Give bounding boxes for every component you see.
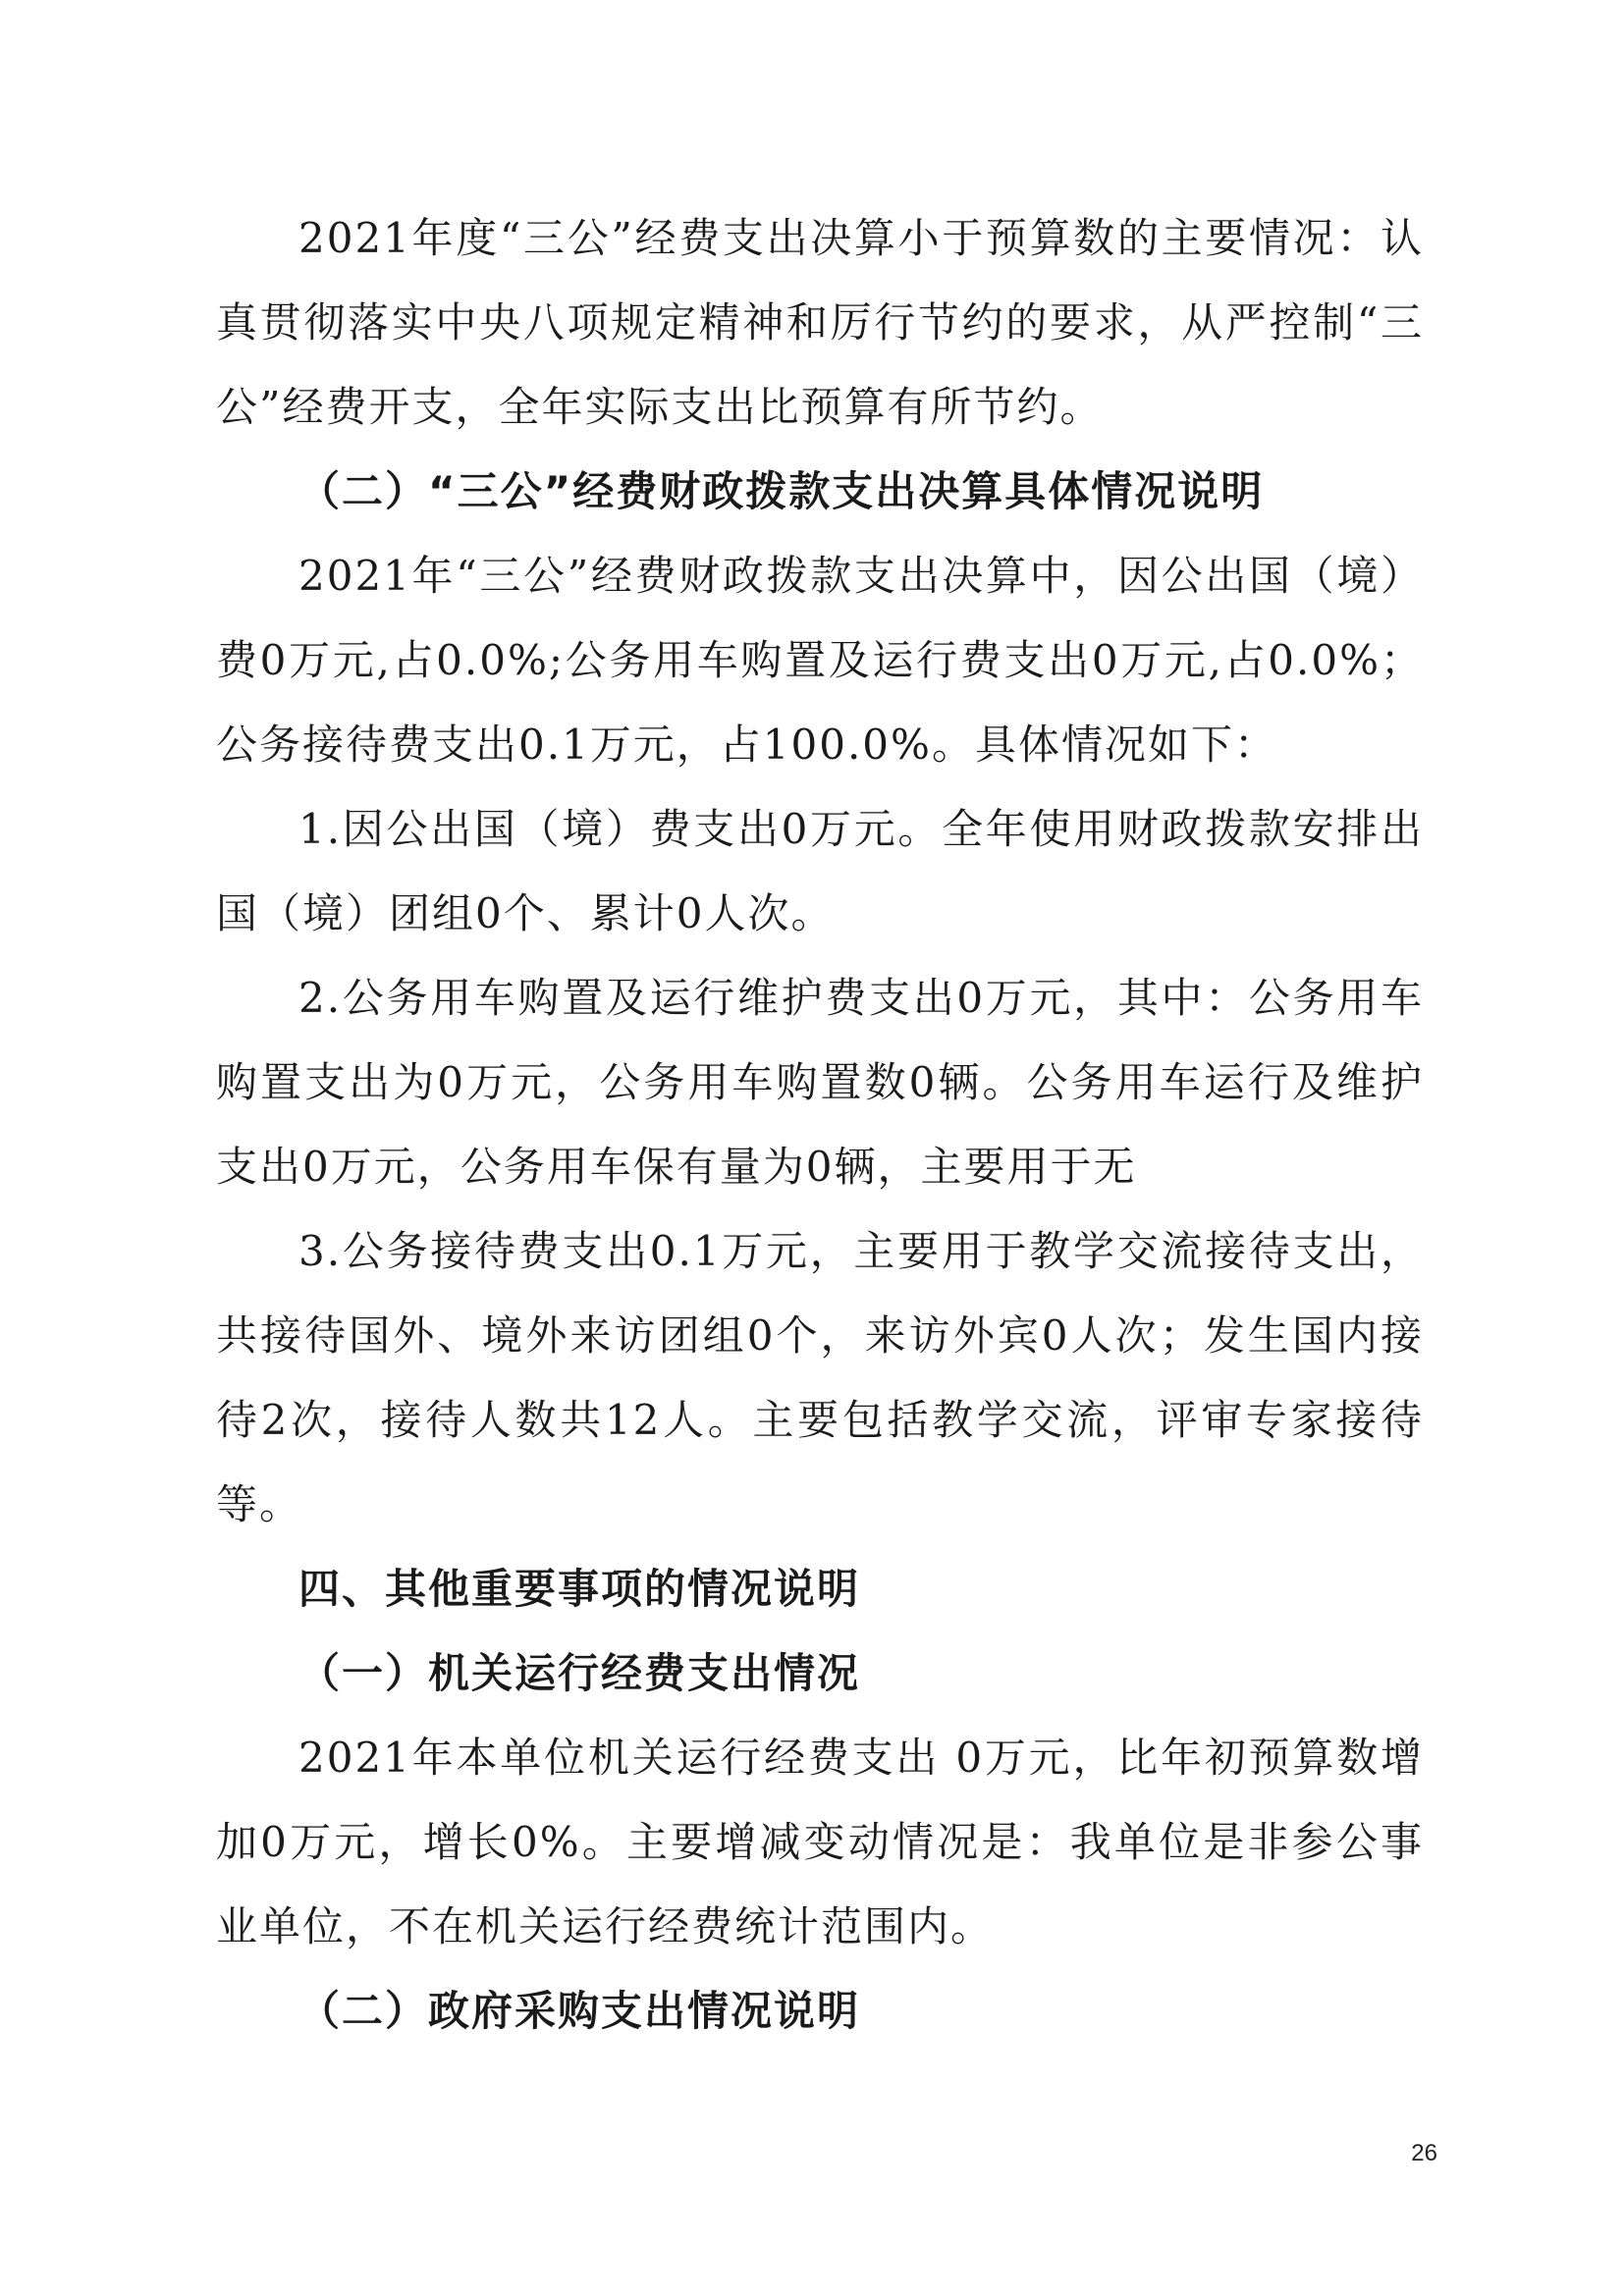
paragraph-operating-expenses: 2021年本单位机关运行经费支出 0万元，比年初预算数增加0万元，增长0%。主要增减变动情况是：我单位是非参公事业单位，不在机关运行经费统计范围内。 — [216, 1734, 1424, 1950]
page-number: 26 — [1411, 2140, 1437, 2166]
paragraph-three-public-budget-summary: 2021年度“三公”经费支出决算小于预算数的主要情况：认真贯彻落实中央八项规定精神和厉行节约的要求，从严控制“三公”经费开支，全年实际支出比预算有所节约。 — [216, 214, 1424, 431]
section-heading-three-public-details: （二）“三公”经费财政拨款支出决算具体情况说明 — [298, 467, 1265, 515]
section-heading-operating-expenses: （一）机关运行经费支出情况 — [298, 1649, 861, 1697]
paragraph-official-reception-expense: 3.公务接待费支出0.1万元，主要用于教学交流接待支出，共接待国外、境外来访团组0个，来访外宾0人次；发生国内接待2次，接待人数共12人。主要包括教学交流，评审专家接待等。 — [216, 1227, 1424, 1528]
paragraph-official-vehicle-expense: 2.公务用车购置及运行维护费支出0万元，其中：公务用车购置支出为0万元，公务用车购置数0辆。公务用车运行及维护支出0万元，公务用车保有量为0辆，主要用于无 — [216, 974, 1424, 1191]
paragraph-three-public-expenditure-breakdown: 2021年“三公”经费财政拨款支出决算中，因公出国（境）费0万元,占0.0%;公务用车购置及运行费支出0万元,占0.0%；公务接待费支出0.1万元，占100.0%。具体情况如下： — [216, 552, 1424, 769]
paragraph-overseas-travel-expense: 1.因公出国（境）费支出0万元。全年使用财政拨款安排出国（境）团组0个、累计0人次。 — [216, 805, 1424, 937]
section-heading-other-matters: 四、其他重要事项的情况说明 — [298, 1565, 861, 1613]
section-heading-government-procurement: （二）政府采购支出情况说明 — [298, 1987, 861, 2035]
